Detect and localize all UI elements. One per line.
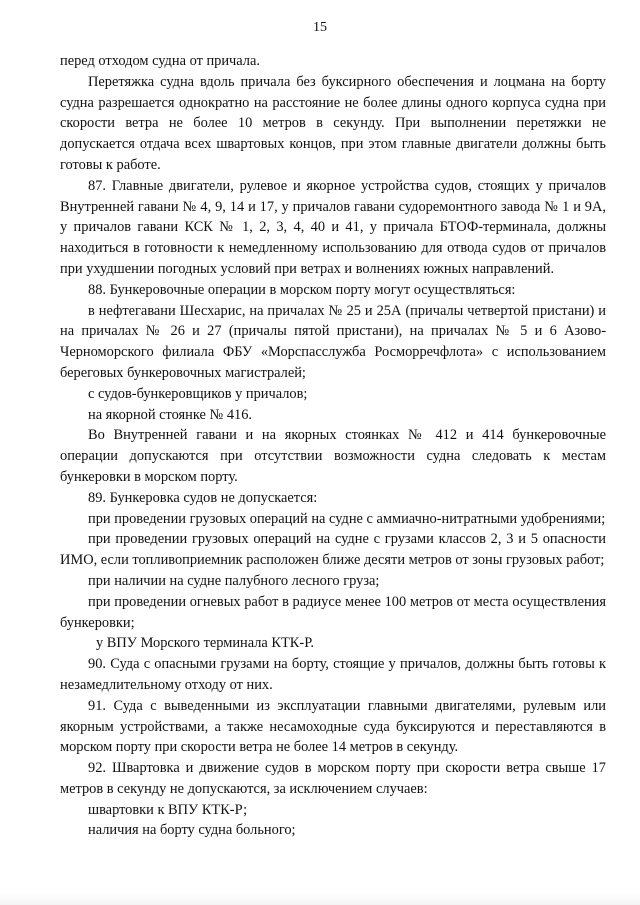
paragraph-88-item-sheskharis: в нефтегавани Шесхарис, на причалах № 25 и 25А (причалы четвертой пристани) и на причалах № 26 и 27 (причалы пятой пристани), на причалах № 5 и 6 Азово-Черноморского филиала ФБУ «Морспасслужба Росморречфлота» с использованием береговых бункеровочных магистралей; <box>60 302 606 381</box>
paragraph-88-item-anchorage: на якорной стоянке № 416. <box>88 406 253 423</box>
paragraph-89-item-imo-classes: при проведении грузовых операций на судне с грузами классов 2, 3 и 5 опасности ИМО, если топливоприемник расположен ближе десяти метров от зоны грузовых работ; <box>60 531 606 569</box>
paragraph-92-item-sick-person: наличия на борту судна больного; <box>88 822 296 839</box>
scan-bottom-edge <box>0 893 640 905</box>
page-number: 15 <box>313 20 327 35</box>
paragraph-90: 90. Суда с опасными грузами на борту, стоящие у причалов, должны быть готовы к незамедлительному отходу от них. <box>60 656 606 693</box>
paragraph-87: 87. Главные двигатели, рулевое и якорное устройства судов, стоящих у причалов Внутренней гавани № 4, 9, 14 и 17, у причалов гавани судоремонтного завода № 1 и 9А, у причалов гавани КСК № 1, 2, 3, 4, 40 и 41, у причала БТОФ-терминала, должны находиться в готовности к немедленному использованию для отвода судов от причалов при ухудшении погодных условий при ветрах и волнениях южных направлений. <box>60 177 606 277</box>
paragraph-88: 88. Бункеровочные операции в морском порту могут осуществляться: <box>88 281 516 298</box>
paragraph-91: 91. Суда с выведенными из эксплуатации главными двигателями, рулевым или якорным устройствами, а также несамоходные суда буксируются и переставляются в морском порту при скорости ветра не более 14 метров в секунду. <box>60 697 606 756</box>
paragraph-92-item-mooring: швартовки к ВПУ КТК-Р; <box>88 801 248 818</box>
paragraph-89: 89. Бункеровка судов не допускается: <box>88 489 318 506</box>
paragraph-92: 92. Швартовка и движение судов в морском порту при скорости ветра свыше 17 метров в секунду не допускаются, за исключением случаев: <box>60 760 606 797</box>
paragraph-89-item-hot-work: при проведении огневых работ в радиусе менее 100 метров от места осуществления бункеровки; <box>60 593 606 631</box>
paragraph-continuation: перед отходом судна от причала. <box>60 53 260 69</box>
paragraph-89-item-ktk: у ВПУ Морского терминала КТК-Р. <box>96 635 315 652</box>
paragraph-89-item-fertilizers: при проведении грузовых операций на судне с аммиачно-нитратными удобрениями; <box>88 510 606 527</box>
paragraph-88-inner-harbour: Во Внутренней гавани и на якорных стоянках № 412 и 414 бункеровочные операции допускаются при отсутствии возможности судна следовать к местам бункеровки в морском порту. <box>60 427 606 485</box>
paragraph-89-item-timber: при наличии на судне палубного лесного груза; <box>88 572 380 589</box>
paragraph-towing-rules: Перетяжка судна вдоль причала без буксирного обеспечения и лоцмана на борту судна разрешается однократно на расстояние не более длины одного корпуса судна при скорости ветра не более 10 метров в секунду. При выполнении перетяжки не допускается отдача всех швартовых концов, при этом главные двигатели должны быть готовы к работе. <box>60 73 606 173</box>
paragraph-88-item-bunker-vessels: с судов-бункеровщиков у причалов; <box>88 385 308 402</box>
document-body <box>60 51 606 841</box>
